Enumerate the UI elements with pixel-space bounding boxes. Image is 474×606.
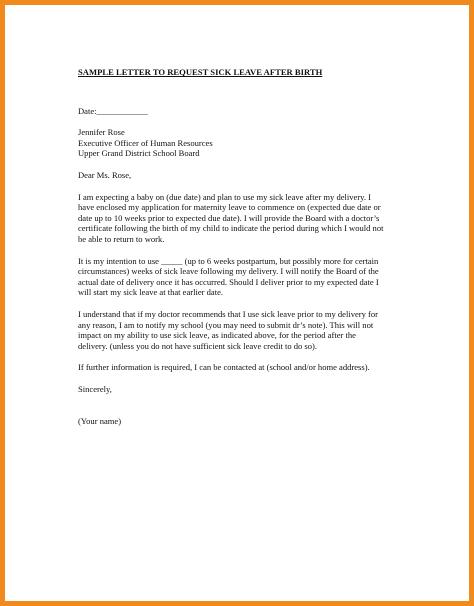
paragraph-line: delivery. (unless you do not have sufficient sick leave credit to do so).	[78, 340, 318, 351]
date-line: Date:____________	[78, 105, 148, 116]
paragraph-line: have enclosed my application for maternity leave to commence on (expected due date or	[78, 202, 381, 213]
signature-placeholder: (Your name)	[78, 416, 122, 427]
letter-title: SAMPLE LETTER TO REQUEST SICK LEAVE AFTER BIRTH	[78, 67, 323, 77]
paragraph-line: be able to return to work.	[78, 233, 165, 244]
paragraph-3	[78, 309, 418, 351]
paragraph-line: actual date of delivery once it has occurred. Should I deliver prior to my expected date I	[78, 276, 379, 287]
recipient-title: Executive Officer of Human Resources	[78, 137, 213, 148]
paragraph-line: any reason, I am to notify my school (you may need to submit dr’s note). This will not	[78, 319, 374, 330]
salutation: Dear Ms. Rose,	[78, 169, 132, 180]
paragraph-4	[78, 362, 418, 373]
recipient-block	[78, 127, 418, 159]
paragraph-line: will start my sick leave at that earlier date.	[78, 287, 224, 298]
paragraph-line: date up to 10 weeks prior to expected due date). I will provide the Board with a doctor’s	[78, 212, 380, 223]
letter-body	[78, 67, 418, 427]
paragraph-line: certificate following the birth of my child to indicate the period during which I would not	[78, 223, 384, 234]
recipient-organization: Upper Grand District School Board	[78, 148, 200, 159]
recipient-name: Jennifer Rose	[78, 127, 125, 138]
closing: Sincerely,	[78, 383, 112, 394]
paragraph-1	[78, 192, 418, 245]
paragraph-line: I understand that if my doctor recommends that I use sick leave prior to my delivery for	[78, 308, 379, 319]
paragraph-line: I am expecting a baby on (due date) and plan to use my sick leave after my delivery. I	[78, 191, 372, 202]
paragraph-line: circumstances) weeks of sick leave following my delivery. I will notify the Board of the	[78, 266, 379, 277]
paragraph-line: impact on my ability to use sick leave, as indicated above, for the period after the	[78, 330, 356, 341]
paragraph-line: It is my intention to use _____ (up to 6 weeks postpartum, but possibly more for certain	[78, 255, 379, 266]
paragraph-2	[78, 256, 418, 298]
paragraph-line: If further information is required, I can be contacted at (school and/or home address).	[78, 362, 370, 373]
